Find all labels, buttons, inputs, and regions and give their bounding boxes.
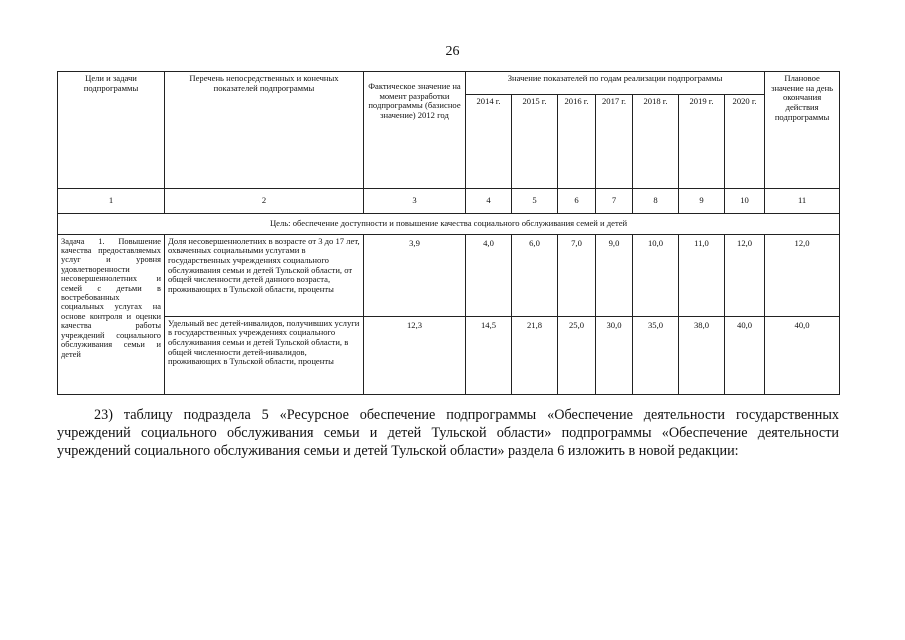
year-value: 40,0	[725, 316, 765, 394]
header-actual-value: Фактическое значение на момент разработки подпрограммы (базисное значение) 2012 год	[364, 72, 466, 189]
header-by-years: Значение показателей по годам реализации подпрограммы	[466, 72, 765, 95]
header-year-2020: 2020 г.	[725, 95, 765, 189]
header-year-2019: 2019 г.	[679, 95, 725, 189]
column-number: 4	[466, 189, 512, 214]
goal-row	[58, 214, 840, 235]
amendment-paragraph: 23) таблицу подраздела 5 «Ресурсное обеспечение подпрограммы «Обеспечение деятельности государственных учреждений социального обслуживания семьи и детей Тульской области» подпрограммы «Обеспечение деятельности учреждений социального обслуживания семьи и детей Тульской области» раздела 6 изложить в новой редакции:	[57, 407, 839, 460]
year-value: 30,0	[596, 316, 633, 394]
column-number: 10	[725, 189, 765, 214]
planned-value: 12,0	[765, 234, 840, 316]
year-value: 12,0	[725, 234, 765, 316]
year-value: 10,0	[633, 234, 679, 316]
base-value: 3,9	[364, 234, 466, 316]
table-row	[58, 234, 840, 316]
header-goals: Цели и задачи подпрограммы	[58, 72, 165, 189]
header-year-2014: 2014 г.	[466, 95, 512, 189]
indicator-text: Доля несовершеннолетних в возрасте от 3 до 17 лет, охваченных социальными услугами в государственных учреждениях социального обслуживания семьи и детей Тульской области, от общей численности детей данного возраста, проживающих в Тульской области, проценты	[165, 234, 364, 316]
year-value: 38,0	[679, 316, 725, 394]
column-numbers-row	[58, 189, 840, 214]
year-value: 25,0	[558, 316, 596, 394]
header-year-2015: 2015 г.	[512, 95, 558, 189]
column-number: 2	[165, 189, 364, 214]
column-number: 5	[512, 189, 558, 214]
header-row-1	[58, 72, 840, 95]
year-value: 7,0	[558, 234, 596, 316]
header-year-2017: 2017 г.	[596, 95, 633, 189]
year-value: 35,0	[633, 316, 679, 394]
base-value: 12,3	[364, 316, 466, 394]
header-year-2016: 2016 г.	[558, 95, 596, 189]
year-value: 4,0	[466, 234, 512, 316]
goal-text: Цель: обеспечение доступности и повышение качества социального обслуживания семей и детей	[58, 214, 840, 235]
indicator-text: Удельный вес детей-инвалидов, получивших услуги в государственных учреждениях социального обслуживания семьи и детей Тульской области, в общей численности детей-инвалидов, проживающих в Тульской области, проценты	[165, 316, 364, 394]
column-number: 8	[633, 189, 679, 214]
year-value: 11,0	[679, 234, 725, 316]
column-number: 9	[679, 189, 725, 214]
column-number: 1	[58, 189, 165, 214]
year-value: 9,0	[596, 234, 633, 316]
column-number: 3	[364, 189, 466, 214]
column-number: 11	[765, 189, 840, 214]
table-row	[58, 316, 840, 394]
column-number: 7	[596, 189, 633, 214]
header-year-2018: 2018 г.	[633, 95, 679, 189]
indicators-table	[57, 71, 840, 395]
planned-value: 40,0	[765, 316, 840, 394]
year-value: 14,5	[466, 316, 512, 394]
page-number: 26	[445, 44, 460, 59]
header-planned-value: Плановое значение на день окончания действия подпрограммы	[765, 72, 840, 189]
header-indicators: Перечень непосредственных и конечных показателей подпрограммы	[165, 72, 364, 189]
task-text: Задача 1. Повышение качества предоставляемых услуг и уровня удовлетворенности несовершеннолетних и семей с детьми в востребованных социальных услугах на основе контроля и оценки качества работы учреждений социального обслуживания семьи и детей	[58, 234, 165, 394]
year-value: 21,8	[512, 316, 558, 394]
column-number: 6	[558, 189, 596, 214]
year-value: 6,0	[512, 234, 558, 316]
